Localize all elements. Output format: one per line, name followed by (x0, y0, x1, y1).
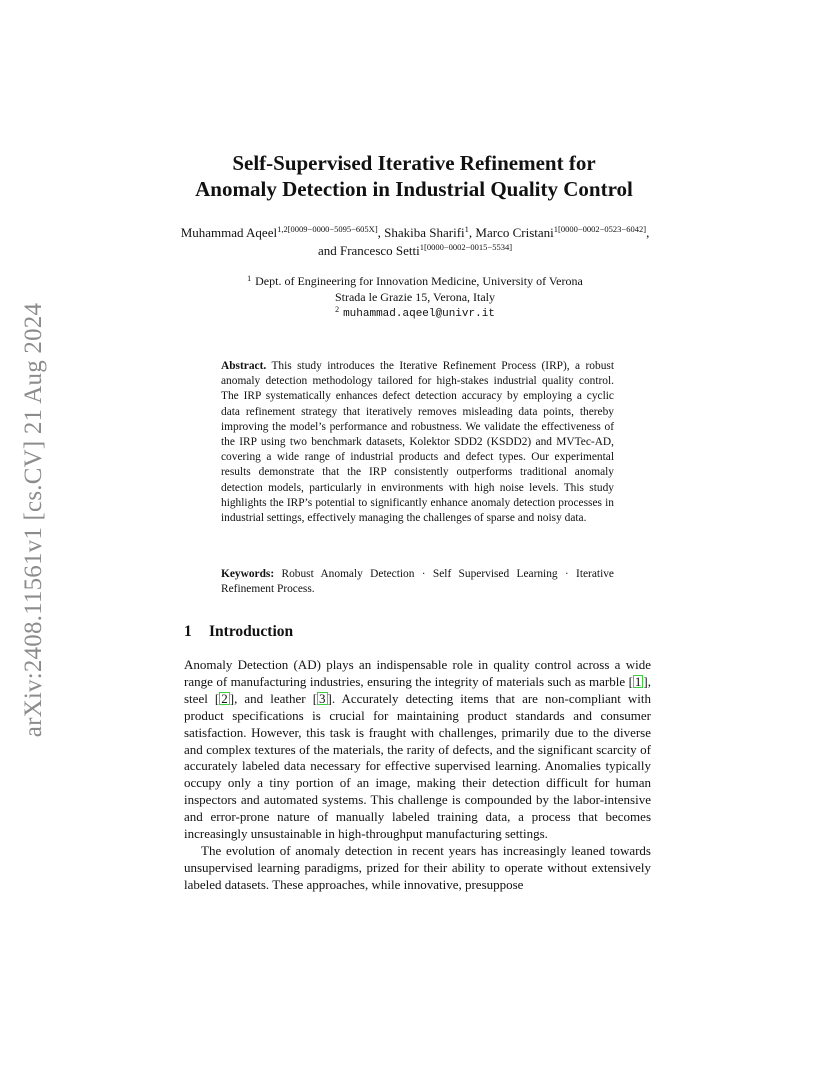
author-orcid: 1[0000−0002−0523−6042] (553, 224, 647, 234)
abstract (221, 359, 614, 526)
affiliation-line-1 (175, 274, 655, 290)
author-name: , and Francesco Setti (317, 225, 650, 258)
text-run: . Accurately detecting items that are non-compliant with product specifications is crucial for maintaining product standards and consumer satisfaction. However, this task is fraught with challenges, primarily due to the diverse and complex textures of the materials, the rarity of defects, and the significant scarcity of accurately labeled data necessary for effective supervised learning. Anomalies typically occupy only a tiny portion of an image, making their detection difficult for human inspectors and automated systems. This challenge is compounded by the labor-intensive and error-prone nature of manually labeled training data, a process that becomes increasingly unsustainable in high-throughput manufacturing settings. (184, 690, 652, 842)
section-number: 1 (184, 623, 192, 640)
paragraph: The evolution of anomaly detection in recent years has increasingly leaned towards unsupervised learning paradigms, prized for their ability to operate without extensively labeled datasets. These approaches, while innovative, presuppose (184, 842, 651, 892)
author-name: , Shakiba Sharifi (377, 225, 465, 240)
citation-link[interactable]: 1 (634, 673, 642, 689)
paper-title-line-1: Self-Supervised Iterative Refinement for (232, 151, 596, 175)
arxiv-identifier-text: arXiv:2408.11561v1 [cs.CV] 21 Aug 2024 (20, 302, 47, 738)
introduction-body (184, 657, 651, 894)
affiliation-mark: 2 (335, 305, 340, 314)
affiliation-mark: 1 (247, 274, 252, 283)
keywords-text: Robust Anomaly Detection · Self Supervised Learning · Iterative Refinement Process. (221, 568, 614, 596)
abstract-text: This study introduces the Iterative Refinement Process (IRP), a robust anomaly detection methodology tailored for high-stakes industrial quality control. The IRP systematically enhances defect detection accuracy by employing a cyclic data refinement strategy that iteratively removes misleading data points, thereby improving the model’s performance and robustness. We validate the effectiveness of the IRP using two benchmark datasets, Kolektor SDD2 (KSDD2) and MVTec-AD, covering a wide range of industrial products and defect types. Our experimental results demonstrate that the IRP consistently outperforms traditional anomaly detection models, particularly in environments with high noise levels. This study highlights the IRP’s potential to significantly enhance anomaly detection processes in industrial settings, effectively managing the challenges of sparse and noisy data. (221, 360, 614, 525)
affiliation-text: Dept. of Engineering for Innovation Medicine, University of Verona (255, 274, 583, 288)
author-name: , Marco Cristani (468, 225, 554, 240)
keywords (221, 567, 614, 597)
citation-link[interactable]: 2 (221, 690, 228, 706)
affiliation-line-2: Strada le Grazie 15, Verona, Italy (334, 289, 496, 304)
author-orcid: 1[0000−0002−0015−5534] (419, 242, 513, 252)
paragraph: Anomaly Detection (AD) plays an indispensable role in quality control across a wide range of manufacturing industries, ensuring the integrity of materials such as marble [ 1 ], steel [ 2 ], and leather [ 3 ]. Accurately detecting items that are non-compliant with product specifications is crucial for maintaining product standards and consumer satisfaction. However, this task is fraught with challenges, primarily due to the diverse and complex textures of the materials, the rarity of defects, and the significant scarcity of accurately labeled data necessary for effective supervised learning. Anomalies typically occupy only a tiny portion of an image, making their detection difficult for human inspectors and automated systems. This challenge is compounded by the labor-intensive and error-prone nature of manually labeled training data, a process that becomes increasingly unsustainable in high-throughput manufacturing settings. (184, 657, 652, 842)
text-run: Anomaly Detection (AD) plays an indispensable role in quality control across a wide range of manufacturing industries, ensuring the integrity of materials such as marble (184, 657, 651, 689)
author-affil-mark: 1 (464, 224, 469, 234)
keywords-label: Keywords: (221, 568, 275, 580)
author-list (175, 224, 655, 260)
text-run: , steel (184, 673, 651, 706)
affiliations (175, 274, 655, 323)
abstract-label: Abstract. (221, 360, 267, 372)
section-heading (184, 623, 293, 641)
paper-title-line-2: Anomaly Detection in Industrial Quality Control (195, 177, 633, 201)
author-name: Muhammad Aqeel (180, 225, 278, 240)
text-run: , and leather (234, 690, 313, 706)
arxiv-identifier (4, 280, 64, 760)
citation-link[interactable]: 3 (319, 690, 326, 706)
affiliation-line-3 (175, 305, 655, 323)
section-title: Introduction (209, 623, 294, 640)
author-orcid: 1,2[0009−0000−5095−605X] (277, 224, 378, 234)
email-link[interactable]: muhammad.aqeel@univr.it (343, 308, 495, 320)
paper-title (0, 150, 828, 202)
